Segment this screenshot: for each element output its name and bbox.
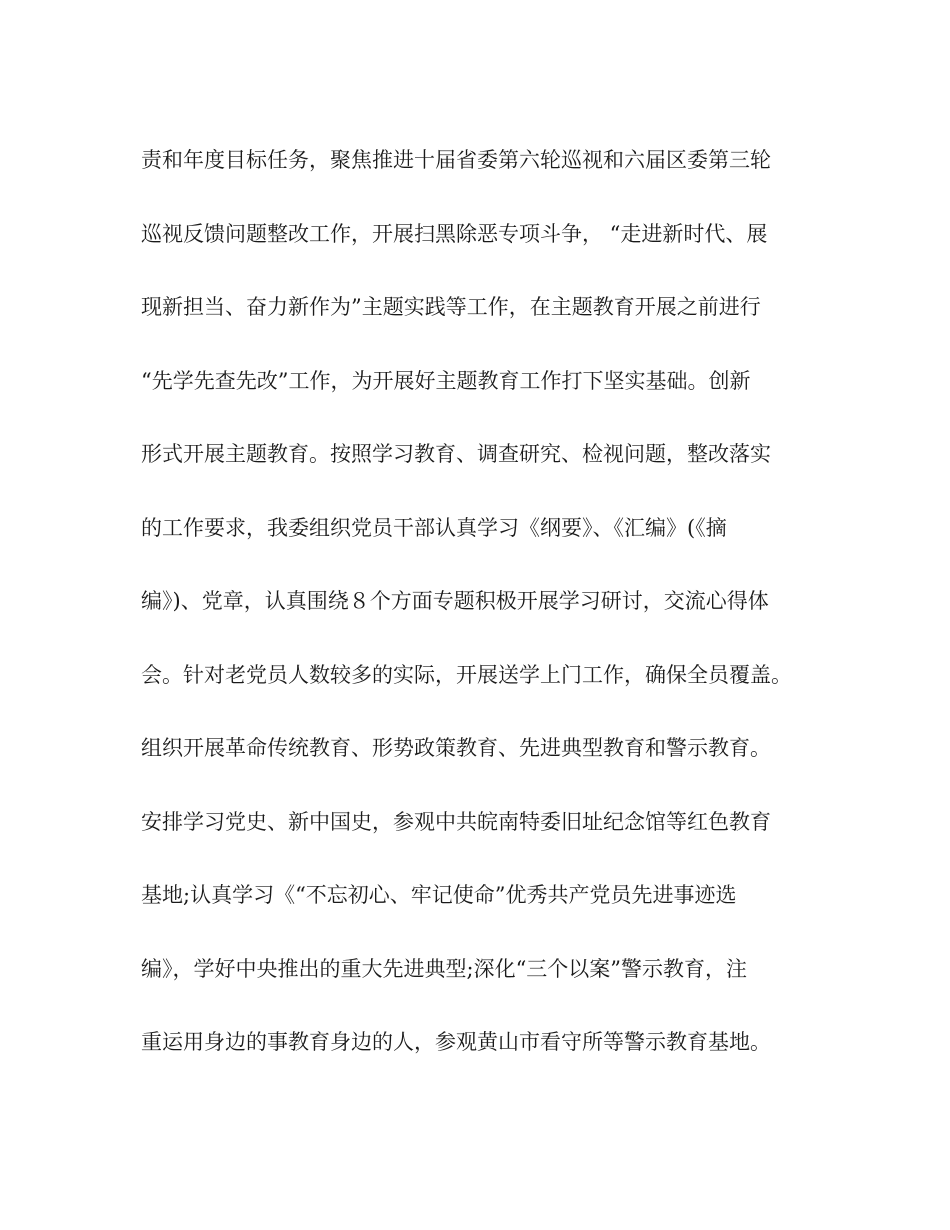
text-line-1: 责和年度目标任务，聚焦推进十届省委第六轮巡视和六届区委第三轮 (141, 148, 771, 172)
text-line-12: 编》，学好中央推出的重大先进典型;深化“三个以案”警示教育，注 (141, 956, 748, 981)
text-line-3: 现新担当、奋力新作为”主题实践等工作，在主题教育开展之前进行 (141, 295, 761, 319)
body-paragraph (141, 139, 821, 1095)
text-line-4: “先学先查先改”工作，为开展好主题教育工作打下坚实基础。创新 (141, 368, 751, 393)
text-line-9: 组织开展革命传统教育、形势政策教育、先进典型教育和警示教育。 (141, 736, 771, 760)
text-line-2: 巡视反馈问题整改工作，开展扫黑除恶专项斗争， “走进新时代、展 (141, 221, 768, 246)
text-line-10: 安排学习党史、新中国史，参观中共皖南特委旧址纪念馆等红色教育 (141, 809, 771, 834)
text-line-5: 形式开展主题教育。按照学习教育、调查研究、检视问题，整改落实 (141, 442, 771, 466)
text-line-8: 会。针对老党员人数较多的实际，开展送学上门工作，确保全员覆盖。 (141, 662, 792, 687)
text-line-11: 基地;认真学习《“不忘初心、牢记使命”优秀共产党员先进事迹选 (141, 883, 737, 907)
text-line-6: 的工作要求，我委组织党员干部认真学习《纲要》、《汇编》(《摘 (141, 515, 727, 540)
text-line-7: 编》)、党章，认真围绕８个方面专题积极开展学习研讨，交流心得体 (141, 589, 769, 613)
text-line-13: 重运用身边的事教育身边的人，参观黄山市看守所等警示教育基地。 (141, 1030, 771, 1054)
